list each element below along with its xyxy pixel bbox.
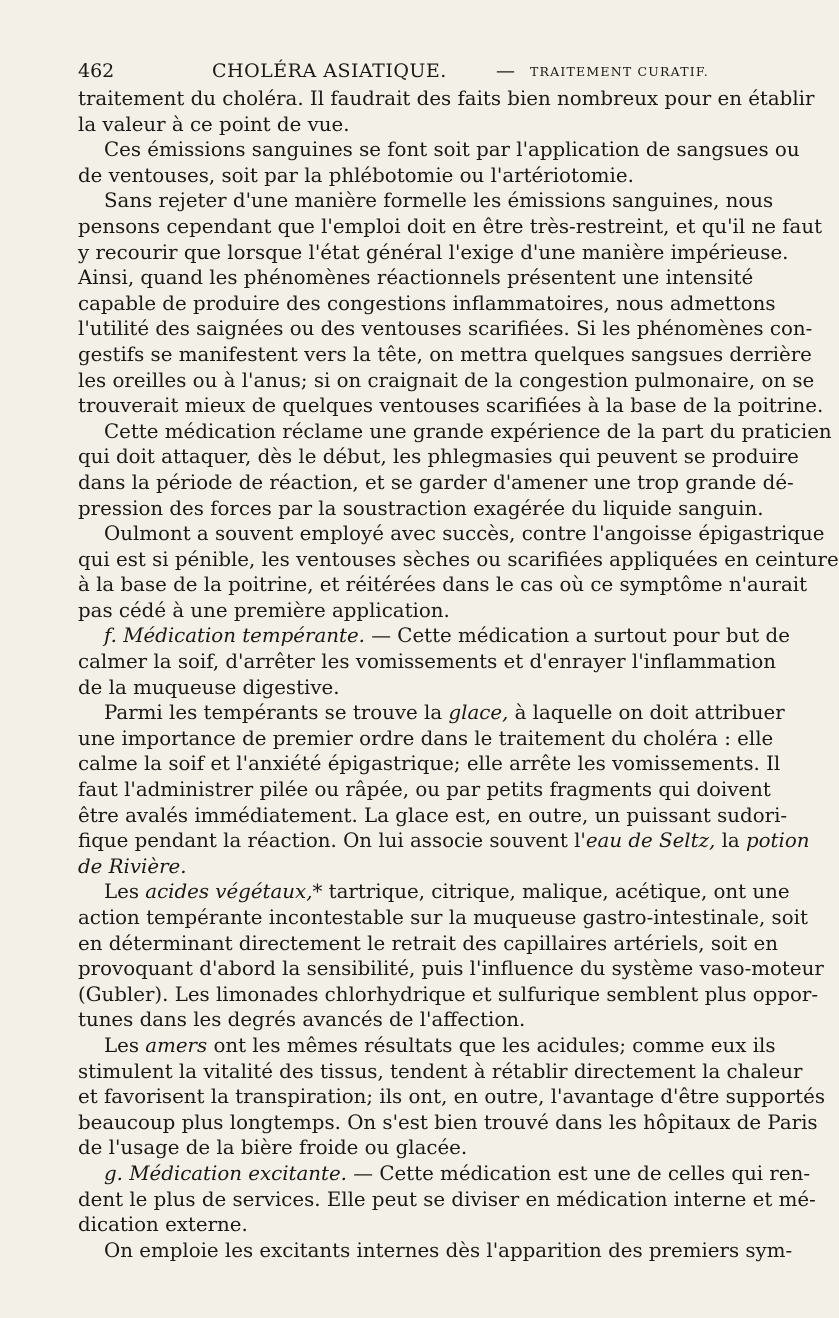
section-heading-line: [78, 1161, 811, 1187]
text-run: ont les mêmes résultats que les acidules; comme eux ils: [207, 1033, 776, 1057]
paragraph-first-line: Oulmont a souvent employé avec succès, contre l'angoisse épigastrique: [104, 522, 825, 546]
text-line: de la muqueuse digestive.: [78, 675, 340, 699]
text-line: pensons cependant que l'emploi doit en être très-restreint, et qu'il ne faut: [78, 214, 823, 238]
text-run: à laquelle on doit attribuer: [508, 701, 785, 725]
paragraph-first-line: [78, 1033, 776, 1059]
section-title-g: g. Médication excitante.: [104, 1161, 347, 1185]
text-line: calmer la soif, d'arrêter les vomissements et d'enrayer l'inflammation: [78, 650, 776, 674]
text-line: la valeur à ce point de vue.: [78, 112, 350, 136]
text-line: tunes dans les degrés avancés de l'affection.: [78, 1008, 526, 1032]
running-header: [78, 56, 738, 86]
page-number: 462: [78, 60, 115, 82]
text-line: dans la période de réaction, et se garder d'amener une trop grande dé-: [78, 470, 794, 494]
text-run: fique pendant la réaction. On lui associe souvent l': [78, 829, 586, 853]
paragraph-first-line: [78, 879, 790, 905]
text-run: — Cette médication est une de celles qui ren-: [346, 1161, 811, 1185]
italic-term: amers: [145, 1033, 208, 1057]
text-line: gestifs se manifestent vers la tête, on mettra quelques sangsues derrière: [78, 342, 812, 366]
section-title-f: f. Médication tempérante.: [104, 624, 365, 648]
text-line: traitement du choléra. Il faudrait des faits bien nombreux pour en établir: [78, 87, 815, 110]
text-line: l'utilité des saignées ou des ventouses scarifiées. Si les phénomènes con-: [78, 317, 813, 341]
text-line: trouverait mieux de quelques ventouses scarifiées à la base de la poitrine.: [78, 394, 824, 418]
text-line: calme la soif et l'anxiété épigastrique; elle arrête les vomissements. Il: [78, 752, 781, 776]
text-line: [78, 828, 810, 854]
text-line: (Gubler). Les limonades chlorhydrique et sulfurique semblent plus oppor-: [78, 982, 819, 1006]
text-line: à la base de la poitrine, et réitérées dans le cas où ce symptôme n'aurait: [78, 573, 808, 597]
header-dash: —: [496, 60, 515, 82]
text-line: pas cédé à une première application.: [78, 598, 450, 622]
section-heading-line: [78, 623, 790, 649]
paragraph-first-line: Sans rejeter d'une manière formelle les émissions sanguines, nous: [104, 189, 774, 213]
text-line: en déterminant directement le retrait des capillaires artériels, soit en: [78, 931, 778, 955]
text-line: provoquant d'abord la sensibilité, puis l'influence du système vaso-moteur: [78, 957, 824, 981]
text-line: de Rivière.: [78, 854, 187, 878]
text-line: de ventouses, soit par la phlébotomie ou l'artériotomie.: [78, 163, 634, 187]
text-line: beaucoup plus longtemps. On s'est bien trouvé dans les hôpitaux de Paris: [78, 1110, 818, 1134]
paragraph-first-line: Ces émissions sanguines se font soit par l'application de sangsues ou: [104, 138, 800, 162]
text-run: Les: [104, 880, 146, 904]
text-line: une importance de premier ordre dans le traitement du choléra : elle: [78, 726, 774, 750]
paragraph-first-line: [78, 700, 785, 726]
text-line: qui doit attaquer, dès le début, les phlegmasies qui peuvent se produire: [78, 445, 799, 469]
text-run: — Cette médication a surtout pour but de: [364, 624, 790, 648]
text-line: qui est si pénible, les ventouses sèches ou scarifiées appliquées en ceinture: [78, 547, 839, 571]
body-text: [78, 86, 839, 1263]
running-subtitle: TRAITEMENT CURATIF.: [530, 64, 709, 79]
text-line: dent le plus de services. Elle peut se diviser en médication interne et mé-: [78, 1187, 816, 1211]
text-line: Ainsi, quand les phénomènes réactionnels présentent une intensité: [78, 266, 754, 290]
text-line: de l'usage de la bière froide ou glacée.: [78, 1136, 468, 1160]
text-run: Parmi les tempérants se trouve la: [104, 701, 449, 725]
running-title: CHOLÉRA ASIATIQUE.: [212, 60, 447, 82]
text-line: les oreilles ou à l'anus; si on craignait de la congestion pulmonaire, on se: [78, 368, 815, 392]
text-line: action tempérante incontestable sur la muqueuse gastro-intestinale, soit: [78, 906, 808, 929]
text-line: pression des forces par la soustraction exagérée du liquide sanguin.: [78, 496, 764, 520]
paragraph-first-line: On emploie les excitants internes dès l'apparition des premiers sym-: [104, 1238, 793, 1262]
text-line: être avalés immédiatement. La glace est, en outre, un puissant sudori-: [78, 803, 788, 827]
text-line: dication externe.: [78, 1213, 248, 1237]
text-run: Les: [104, 1033, 146, 1057]
italic-term: eau de Seltz,: [585, 829, 716, 853]
text-run: * tartrique, citrique, malique, acétique, ont une: [312, 880, 790, 904]
italic-term: acides végétaux,: [145, 880, 313, 904]
text-line: y recourir que lorsque l'état général l'exige d'une manière impérieuse.: [78, 240, 789, 264]
text-line: faut l'administrer pilée ou râpée, ou par petits fragments qui doivent: [78, 778, 771, 802]
text-line: stimulent la vitalité des tissus, tendent à rétablir directement la chaleur: [78, 1059, 803, 1083]
italic-term: glace,: [448, 701, 509, 725]
paragraph-first-line: Cette médication réclame une grande expérience de la part du praticien: [104, 419, 832, 443]
italic-term: potion: [745, 829, 810, 853]
text-line: et favorisent la transpiration; ils ont, en outre, l'avantage d'être supportés: [78, 1085, 825, 1109]
text-line: capable de produire des congestions inflammatoires, nous admettons: [78, 291, 776, 315]
text-run: la: [715, 829, 746, 853]
